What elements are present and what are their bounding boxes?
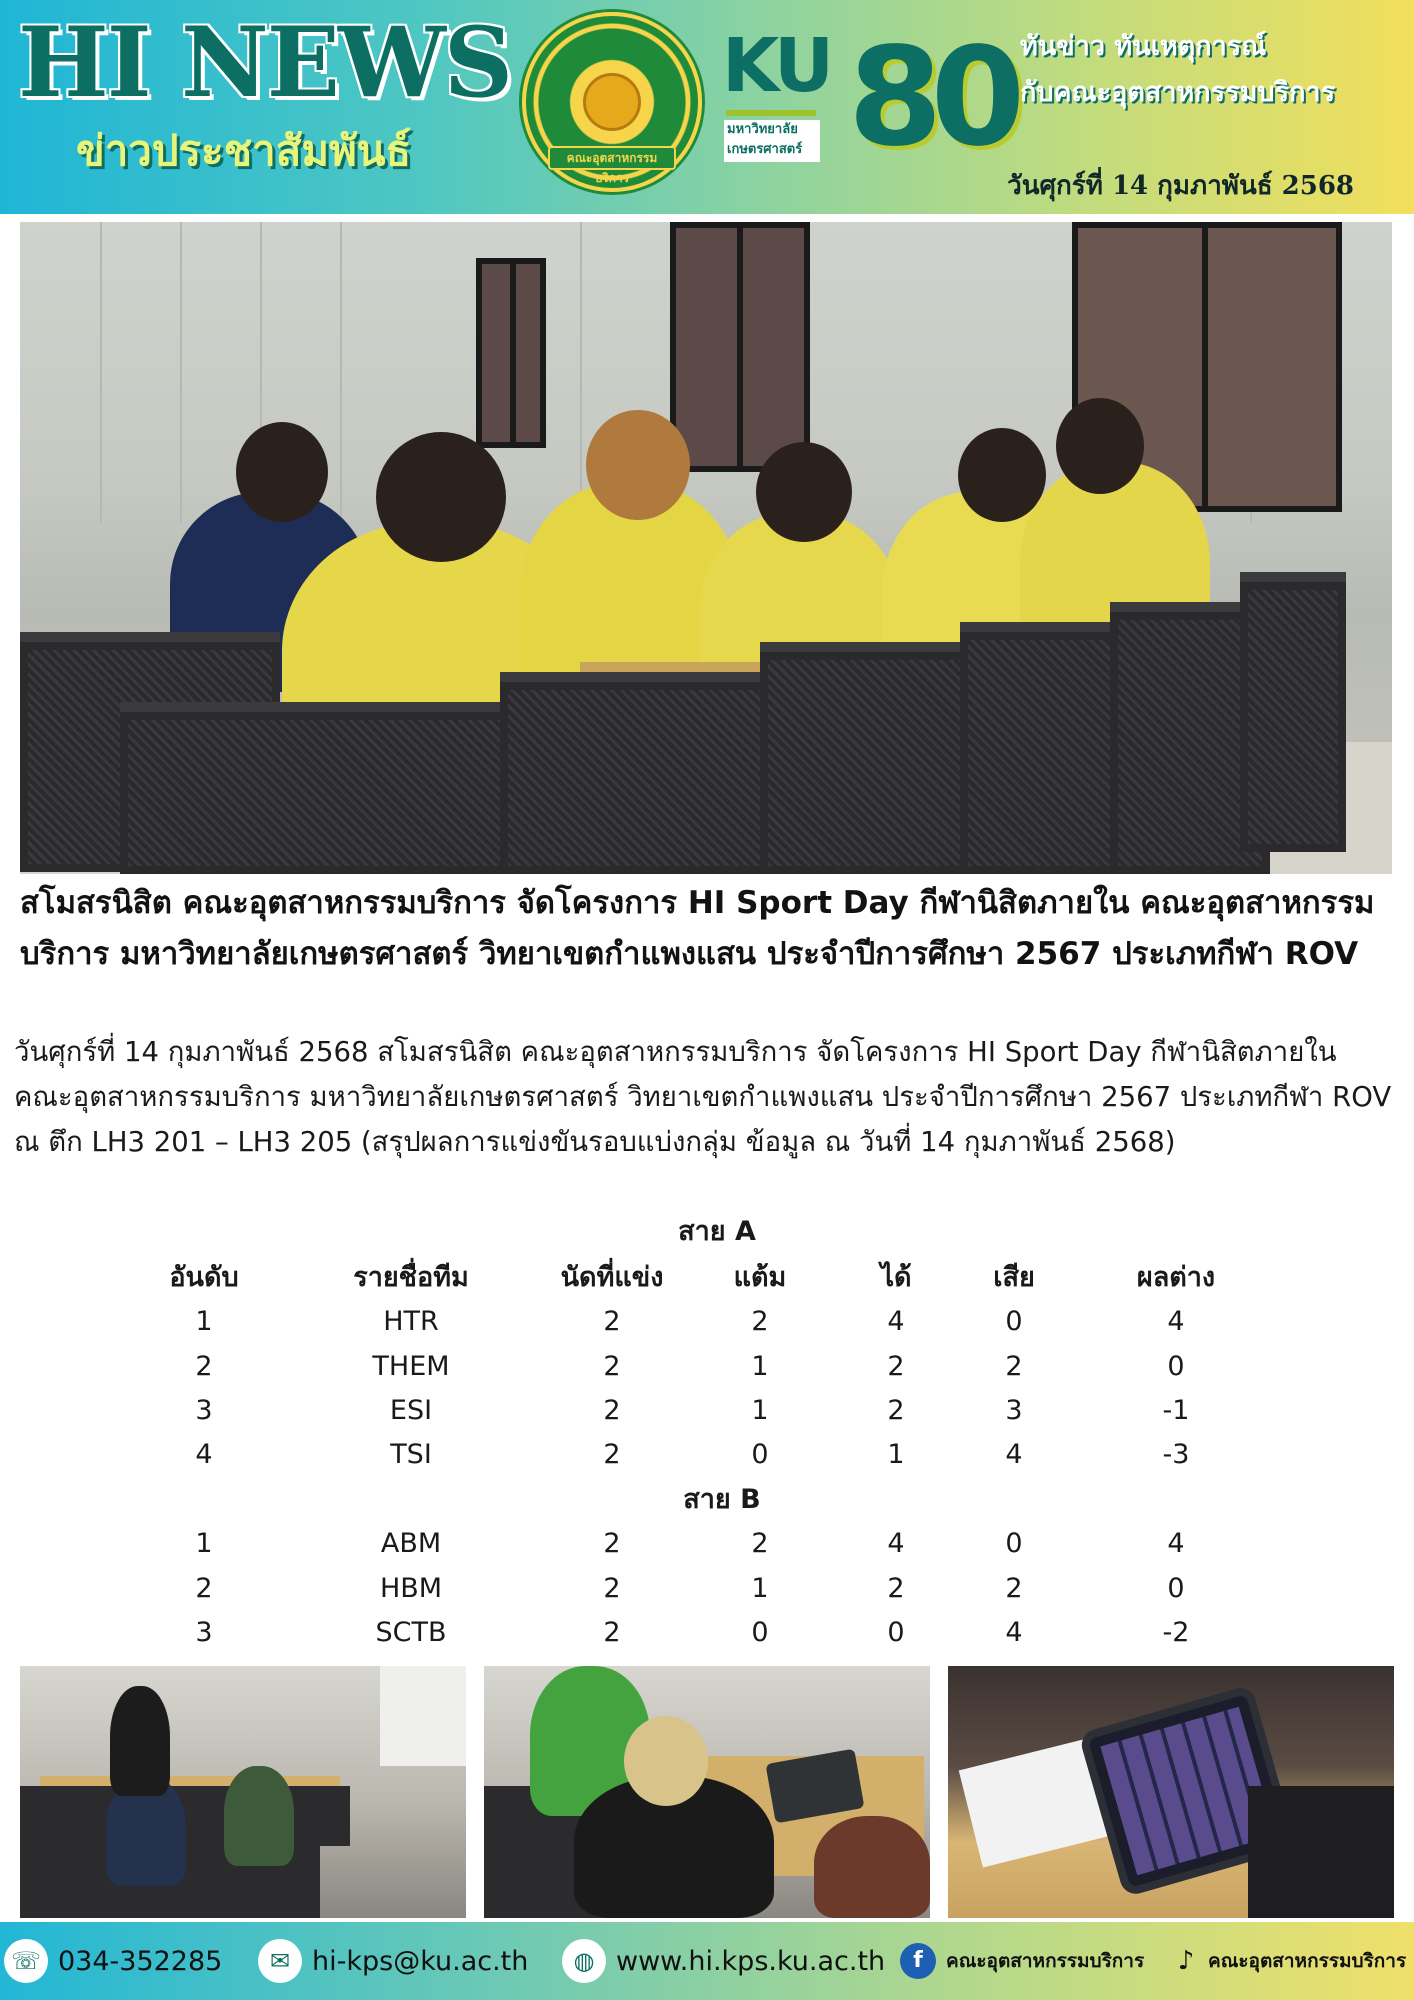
group-a-cell-rank: 2: [195, 1351, 213, 1382]
brand-subtitle: ข่าวประชาสัมพันธ์: [76, 126, 412, 175]
bench: [1240, 572, 1346, 852]
group-b-cell-played: 2: [603, 1528, 621, 1559]
group-b-cell-for: 4: [887, 1528, 905, 1559]
article-body: วันศุกร์ที่ 14 กุมภาพันธ์ 2568 สโมสรนิสิต คณะอุตสาหกรรมบริการ จัดโครงการ HI Sport Day กีฬานิสิตภายใน คณะอุตสาหกรรมบริการ มหาวิทยาลัยเกษตรศาสตร์ วิทยาเขตกำแพงแสน ประจำปีการศึกษา 2567 ประเภทกีฬา ROV ณ ตึก LH3 201 – LH3 205 (สรุปผลการแข่งขันรอบแบ่งกลุ่ม ข้อมูล ณ วันที่ 14 กุมภาพันธ์ 2568): [14, 1036, 1392, 1158]
wall-panel: [580, 222, 582, 522]
footer-facebook[interactable]: [900, 1936, 1144, 1986]
student-head: [236, 422, 328, 522]
facebook-page: คณะอุตสาหกรรมบริการ: [946, 1950, 1145, 1972]
phone-icon: ☏: [4, 1939, 48, 1983]
faculty-seal-logo: [522, 12, 702, 192]
window: [670, 222, 810, 472]
group-a-cell-for: 2: [887, 1351, 905, 1382]
group-a-cell-rank: 3: [195, 1395, 213, 1426]
column-header-team: รายชื่อทีม: [353, 1262, 469, 1293]
photo-tablet-rov-game: [948, 1666, 1394, 1918]
wall-panel: [340, 222, 342, 522]
group-a-cell-played: 2: [603, 1306, 621, 1337]
group-b-cell-played: 2: [603, 1573, 621, 1604]
group-a-cell-points: 2: [751, 1306, 769, 1337]
student-head: [1056, 398, 1144, 494]
group-a-cell-points: 1: [751, 1395, 769, 1426]
group-a-cell-diff: 0: [1167, 1351, 1185, 1382]
seal-ribbon: คณะอุตสาหกรรมบริการ: [548, 146, 676, 170]
group-b-cell-against: 4: [1005, 1617, 1023, 1648]
student-head: [756, 442, 852, 542]
column-header-played: นัดที่แข่ง: [560, 1262, 664, 1293]
news-header: [0, 0, 1414, 214]
group-a-cell-played: 2: [603, 1439, 621, 1470]
main-photo-students-playing-rov: [20, 222, 1392, 874]
wall-panel: [100, 222, 102, 522]
student-figure: [110, 1686, 170, 1796]
group-a-cell-diff: -3: [1162, 1439, 1190, 1470]
photo-player-with-phone: [484, 1666, 930, 1918]
group-a-cell-against: 2: [1005, 1351, 1023, 1382]
group-b-cell-diff: 4: [1167, 1528, 1185, 1559]
tagline: [1020, 24, 1410, 116]
facebook-icon: f: [900, 1943, 936, 1979]
group-a-cell-for: 4: [887, 1306, 905, 1337]
column-header-rank: อันดับ: [169, 1262, 239, 1293]
seal-emblem-icon: [583, 73, 641, 131]
footer-website[interactable]: [562, 1936, 885, 1986]
header-date: วันศุกร์ที่ 14 กุมภาพันธ์ 2568: [1007, 171, 1354, 201]
group-a-cell-against: 4: [1005, 1439, 1023, 1470]
group-b-cell-team: SCTB: [375, 1617, 447, 1648]
student-head: [376, 432, 506, 562]
group-b-cell-against: 2: [1005, 1573, 1023, 1604]
group-a-cell-against: 0: [1005, 1306, 1023, 1337]
group-b-cell-for: 0: [887, 1617, 905, 1648]
column-header-points: แต้ม: [733, 1262, 787, 1293]
bench: [760, 642, 980, 874]
group-b-cell-rank: 1: [195, 1528, 213, 1559]
bench: [500, 672, 780, 874]
group-b-cell-points: 1: [751, 1573, 769, 1604]
group-a-cell-diff: 4: [1167, 1306, 1185, 1337]
tiktok-icon: ♪: [1177, 1946, 1195, 1976]
footer-email[interactable]: [258, 1936, 528, 1986]
group-a-cell-played: 2: [603, 1351, 621, 1382]
anniversary-80-logo: 80: [848, 19, 1014, 177]
group-a-cell-for: 2: [887, 1395, 905, 1426]
group-b-cell-for: 2: [887, 1573, 905, 1604]
group-a-cell-team: HTR: [383, 1306, 439, 1337]
wall-panel: [180, 222, 182, 522]
group-b-cell-points: 0: [751, 1617, 769, 1648]
mail-icon: ✉: [258, 1939, 302, 1983]
group-b-cell-rank: 3: [195, 1617, 213, 1648]
photo-classroom-players: [20, 1666, 466, 1918]
group-a-label: สาย A: [678, 1216, 756, 1247]
website-url: www.hi.kps.ku.ac.th: [616, 1945, 886, 1977]
group-a-cell-points: 1: [751, 1351, 769, 1382]
group-a-cell-diff: -1: [1162, 1395, 1190, 1426]
tagline-line-2: กับคณะอุตสาหกรรมบริการ: [1020, 77, 1336, 108]
group-b-cell-team: HBM: [379, 1573, 443, 1604]
footer-tiktok[interactable]: [1170, 1936, 1406, 1986]
student-figure: [224, 1766, 294, 1866]
group-a-cell-rank: 1: [195, 1306, 213, 1337]
group-b-cell-points: 2: [751, 1528, 769, 1559]
ku-logo-bar: [726, 110, 816, 116]
globe-icon: ◍: [562, 1939, 606, 1983]
phone-number: 034-352285: [58, 1945, 223, 1977]
column-header-for: ได้: [880, 1262, 912, 1293]
group-a-cell-points: 0: [751, 1439, 769, 1470]
group-a-cell-against: 3: [1005, 1395, 1023, 1426]
student-head: [624, 1716, 708, 1806]
group-a-cell-team: THEM: [372, 1351, 450, 1382]
ku-letters: KU: [722, 23, 831, 109]
column-header-diff: ผลต่าง: [1136, 1262, 1216, 1293]
group-a-cell-team: TSI: [390, 1439, 432, 1470]
group-a-cell-rank: 4: [195, 1439, 213, 1470]
article-headline: สโมสรนิสิต คณะอุตสาหกรรมบริการ จัดโครงการ HI Sport Day กีฬานิสิตภายใน คณะอุตสาหกรรมบริการ มหาวิทยาลัยเกษตรศาสตร์ วิทยาเขตกำแพงแสน ประจำปีการศึกษา 2567 ประเภทกีฬา ROV: [20, 885, 1375, 972]
student-figure: [814, 1816, 930, 1918]
group-b-cell-diff: 0: [1167, 1573, 1185, 1604]
group-b-cell-against: 0: [1005, 1528, 1023, 1559]
group-a-cell-team: ESI: [389, 1395, 433, 1426]
bench: [960, 622, 1130, 874]
tiktok-account: คณะอุตสาหกรรมบริการ: [1208, 1950, 1407, 1972]
ku-logo: [722, 23, 831, 164]
footer-contact-bar: [0, 1922, 1414, 2000]
bench: [120, 702, 540, 874]
group-b-cell-team: ABM: [380, 1528, 442, 1559]
tagline-line-1: ทันข่าว ทันเหตุการณ์: [1020, 31, 1267, 62]
window: [476, 258, 546, 448]
footer-phone[interactable]: [4, 1936, 222, 1986]
group-b-cell-played: 2: [603, 1617, 621, 1648]
brand-title: HI NEWS: [18, 6, 512, 119]
group-a-cell-for: 1: [887, 1439, 905, 1470]
email-address: hi-kps@ku.ac.th: [312, 1945, 529, 1977]
group-b-cell-rank: 2: [195, 1573, 213, 1604]
group-b-label: สาย B: [683, 1484, 761, 1515]
group-b-cell-diff: -2: [1162, 1617, 1190, 1648]
ku-university-name: มหาวิทยาลัย เกษตรศาสตร์: [724, 120, 820, 162]
student-head: [586, 410, 690, 520]
column-header-against: เสีย: [993, 1262, 1035, 1293]
group-a-cell-played: 2: [603, 1395, 621, 1426]
